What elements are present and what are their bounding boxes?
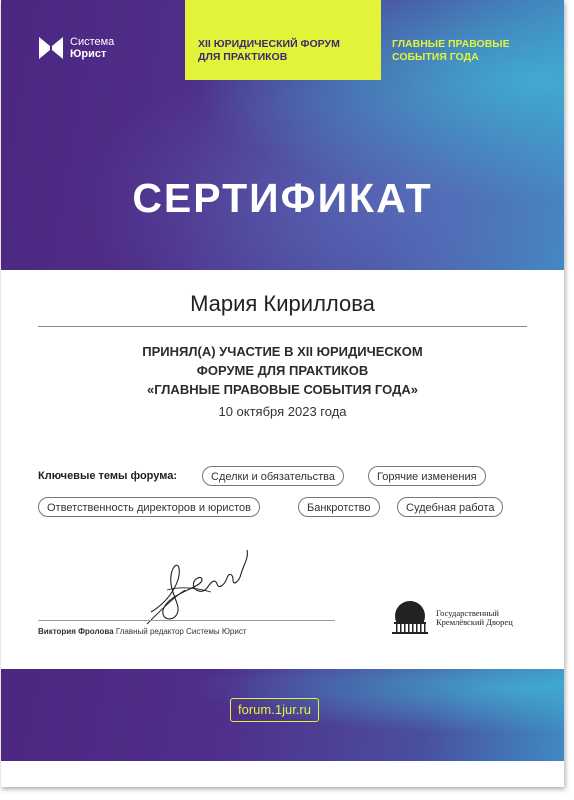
participation-line1: ПРИНЯЛ(А) УЧАСТИЕ В XII ЮРИДИЧЕСКОМ — [142, 344, 423, 359]
participation-line2: ФОРУМЕ ДЛЯ ПРАКТИКОВ — [196, 363, 369, 378]
footer-banner — [1, 669, 564, 761]
forum-line1: XII ЮРИДИЧЕСКИЙ ФОРУМ — [198, 38, 340, 50]
header-banner — [1, 0, 564, 270]
signer-role: Главный редактор Системы Юрист — [115, 627, 247, 636]
event-date: 10 октября 2023 года — [218, 404, 347, 419]
kremlin-palace-logo — [388, 600, 513, 636]
forum-line2: ДЛЯ ПРАКТИКОВ — [198, 51, 288, 63]
certificate-page — [1, 0, 564, 787]
name-underline — [38, 326, 527, 327]
topic-chip: Ответственность директоров и юристов — [38, 497, 260, 517]
participation-line3: «ГЛАВНЫЕ ПРАВОВЫЕ СОБЫТИЯ ГОДА» — [147, 382, 418, 397]
logo-line1: Система — [70, 36, 115, 48]
logo-bowtie-icon — [38, 35, 64, 61]
logo-line2: Юрист — [70, 48, 107, 60]
palace-building-icon — [388, 600, 432, 636]
topic-chip: Горячие изменения — [368, 466, 486, 486]
signer-block — [38, 627, 247, 636]
recipient-name: Мария Кириллова — [190, 291, 375, 316]
topic-chip: Сделки и обязательства — [202, 466, 344, 486]
events-line2: СОБЫТИЯ ГОДА — [392, 51, 479, 63]
sistema-yurist-logo — [38, 35, 114, 61]
forum-website-link[interactable]: forum.1jur.ru — [230, 698, 319, 722]
palace-line1: Государственный — [436, 608, 499, 618]
topics-label: Ключевые темы форума: — [38, 470, 177, 482]
events-line1: ГЛАВНЫЕ ПРАВОВЫЕ — [392, 38, 510, 50]
signature-line — [38, 620, 335, 621]
participation-text — [1, 342, 564, 399]
topic-chip: Судебная работа — [397, 497, 503, 517]
signer-name: Виктория Фролова — [38, 627, 114, 636]
handwritten-signature — [141, 540, 261, 628]
palace-line2: Кремлёвский Дворец — [436, 617, 513, 627]
events-tagline — [392, 38, 510, 64]
forum-name-box — [185, 0, 381, 80]
topic-chip: Банкротство — [298, 497, 380, 517]
certificate-title: СЕРТИФИКАТ — [132, 175, 433, 221]
